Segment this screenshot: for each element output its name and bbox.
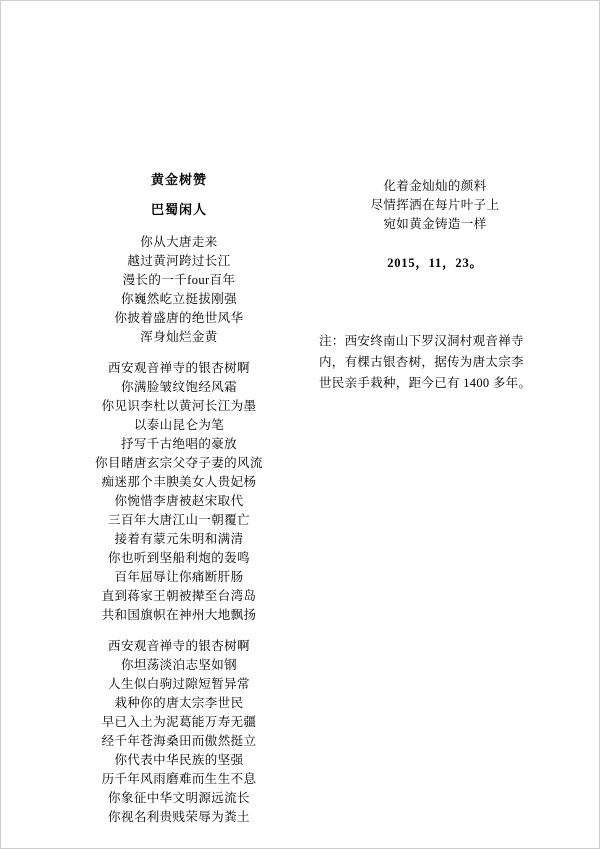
poem-line: 你也听到坚船利炮的轰鸣: [108, 551, 250, 565]
poem-line: 共和国旗帜在神州大地飘扬: [101, 608, 257, 622]
poem-line: 你目睹唐玄宗父夺子妻的风流: [95, 456, 263, 470]
poem-line: 你见识李杜以黄河长江为墨: [101, 399, 257, 413]
footnote-line: 内，有棵古银杏树，据传为唐太宗李: [319, 355, 524, 369]
poem-line: 你视名利贵贱荣辱为粪土: [108, 810, 250, 824]
poem-line: 你满脸皱纹饱经风霜: [120, 380, 238, 394]
poem-line: 人生似白驹过隙短暂异常: [108, 677, 250, 691]
poem-line: 浑身灿烂金黄: [140, 330, 218, 344]
footnote-line: 注：西安终南山下罗汉洞村观音禅寺: [319, 334, 524, 348]
poem-left-column: [63, 169, 295, 827]
poem-line: 痴迷那个丰腴美女人贵妃杨: [101, 475, 257, 489]
poem-line: 百年屈辱让你痛断肝肠: [114, 570, 244, 584]
poem-right-column: [319, 177, 551, 273]
poem-line: 历千年风雨磨难而生生不息: [101, 772, 257, 786]
poem-title: 黄金树赞: [150, 172, 207, 187]
poem-line: 尽情挥洒在每片叶子上: [370, 198, 500, 212]
poem-line: 你象征中华文明源远流长: [108, 791, 250, 805]
poem-line: 直到蒋家王朝被撵至台湾岛: [101, 589, 257, 603]
poem-line: 你代表中华民族的坚强: [114, 753, 244, 767]
poem-line: 你披着盛唐的绝世风华: [114, 311, 244, 325]
poem-line: 化着金灿灿的颜料: [383, 179, 487, 193]
poem-line: 接着有蒙元朱明和满清: [114, 532, 244, 546]
poem-line: 西安观音禅寺的银杏树啊: [108, 639, 250, 653]
footnote-line: 世民亲手栽种，距今已有 1400 多年。: [319, 376, 532, 390]
poem-line: 抒写千古绝唱的豪放: [120, 437, 238, 451]
poem-line: 宛如黄金铸造一样: [383, 217, 487, 231]
poem-stanza-1: [63, 233, 295, 347]
poem-line: 越过黄河跨过长江: [127, 254, 231, 268]
poem-line: 三百年大唐江山一朝覆亡: [108, 513, 250, 527]
poem-line: 栽种你的唐太宗李世民: [114, 696, 244, 710]
poem-line: 你从大唐走来: [140, 235, 218, 249]
footnote: [319, 331, 555, 394]
poem-line: 漫长的一千four百年: [122, 273, 236, 287]
poem-line: 你坦荡淡泊志坚如钢: [120, 658, 238, 672]
poem-author: 巴蜀闲人: [150, 202, 207, 217]
poem-line: 你惋惜李唐被赵宋取代: [114, 494, 244, 508]
poem-date: 2015，11，23。: [387, 256, 483, 270]
poem-line: 西安观音禅寺的银杏树啊: [108, 361, 250, 375]
poem-line: 你巍然屹立挺拔刚强: [120, 292, 238, 306]
poem-stanza-3: [63, 637, 295, 827]
poem-stanza-2: [63, 359, 295, 625]
poem-line: 经千年苍海桑田而傲然挺立: [101, 734, 257, 748]
poem-line: 以泰山昆仑为笔: [133, 418, 225, 432]
poem-line: 早已入土为泥葛能万寿无疆: [101, 715, 257, 729]
